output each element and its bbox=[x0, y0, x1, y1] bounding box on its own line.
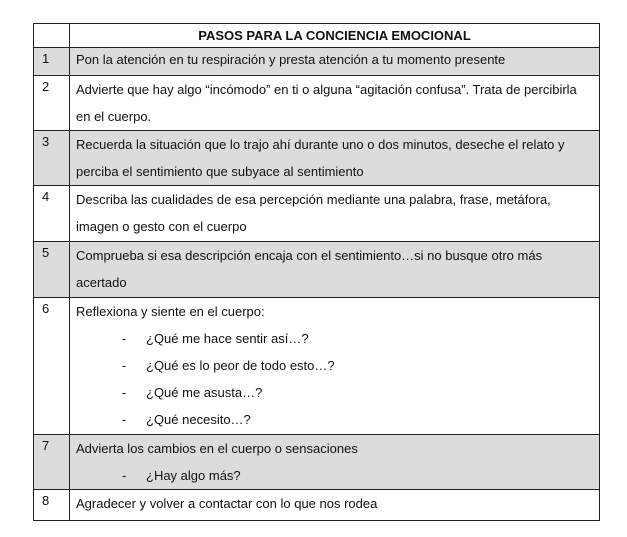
table-row bbox=[34, 490, 600, 521]
step-number: 7 bbox=[34, 435, 70, 490]
step-text: Reflexiona y siente en el cuerpo: bbox=[76, 304, 265, 319]
step-text: Describa las cualidades de esa percepción mediante una palabra, frase, metáfora, imagen o gesto con el cuerpo bbox=[70, 186, 600, 242]
table-row bbox=[34, 298, 600, 435]
list-item bbox=[76, 406, 593, 433]
table-row bbox=[34, 76, 600, 131]
step-number: 6 bbox=[34, 298, 70, 435]
question-text: ¿Qué me asusta…? bbox=[146, 385, 263, 400]
step-cell bbox=[70, 298, 600, 435]
question-text: ¿Hay algo más? bbox=[146, 468, 241, 483]
step-text: Pon la atención en tu respiración y presta atención a tu momento presente bbox=[70, 48, 600, 76]
step-number: 1 bbox=[34, 48, 70, 76]
bullet-dash: - bbox=[122, 358, 127, 373]
bullet-dash: - bbox=[122, 468, 127, 483]
bullet-dash: - bbox=[122, 385, 127, 400]
step-number: 4 bbox=[34, 186, 70, 242]
table-row bbox=[34, 242, 600, 298]
list-item bbox=[76, 325, 593, 352]
list-item bbox=[76, 462, 593, 489]
question-text: ¿Qué es lo peor de todo esto…? bbox=[146, 358, 335, 373]
step-number: 5 bbox=[34, 242, 70, 298]
table-row bbox=[34, 186, 600, 242]
step-text: Advierte que hay algo “incómodo” en ti o alguna “agitación confusa”. Trata de percibirla en el cuerpo. bbox=[70, 76, 600, 131]
table-row bbox=[34, 48, 600, 76]
step-cell bbox=[70, 435, 600, 490]
bullet-dash: - bbox=[122, 331, 127, 346]
step-text: Agradecer y volver a contactar con lo que nos rodea bbox=[70, 490, 600, 521]
step-text: Advierta los cambios en el cuerpo o sensaciones bbox=[76, 441, 358, 456]
list-item bbox=[76, 379, 593, 406]
question-text: ¿Qué me hace sentir así…? bbox=[146, 331, 309, 346]
table-row bbox=[34, 131, 600, 186]
step-text: Recuerda la situación que lo trajo ahí durante uno o dos minutos, deseche el relato y perciba el sentimiento que subyace al sentimiento bbox=[70, 131, 600, 186]
question-list bbox=[76, 325, 593, 433]
header-empty-cell bbox=[34, 24, 70, 48]
table-row bbox=[34, 435, 600, 490]
list-item bbox=[76, 352, 593, 379]
bullet-dash: - bbox=[122, 412, 127, 427]
step-number: 3 bbox=[34, 131, 70, 186]
emotional-awareness-table bbox=[33, 23, 600, 521]
table-title: PASOS PARA LA CONCIENCIA EMOCIONAL bbox=[70, 24, 600, 48]
table-header-row bbox=[34, 24, 600, 48]
step-number: 2 bbox=[34, 76, 70, 131]
question-list bbox=[76, 462, 593, 489]
question-text: ¿Qué necesito…? bbox=[146, 412, 251, 427]
step-text: Comprueba si esa descripción encaja con el sentimiento…si no busque otro más acertado bbox=[70, 242, 600, 298]
step-number: 8 bbox=[34, 490, 70, 521]
